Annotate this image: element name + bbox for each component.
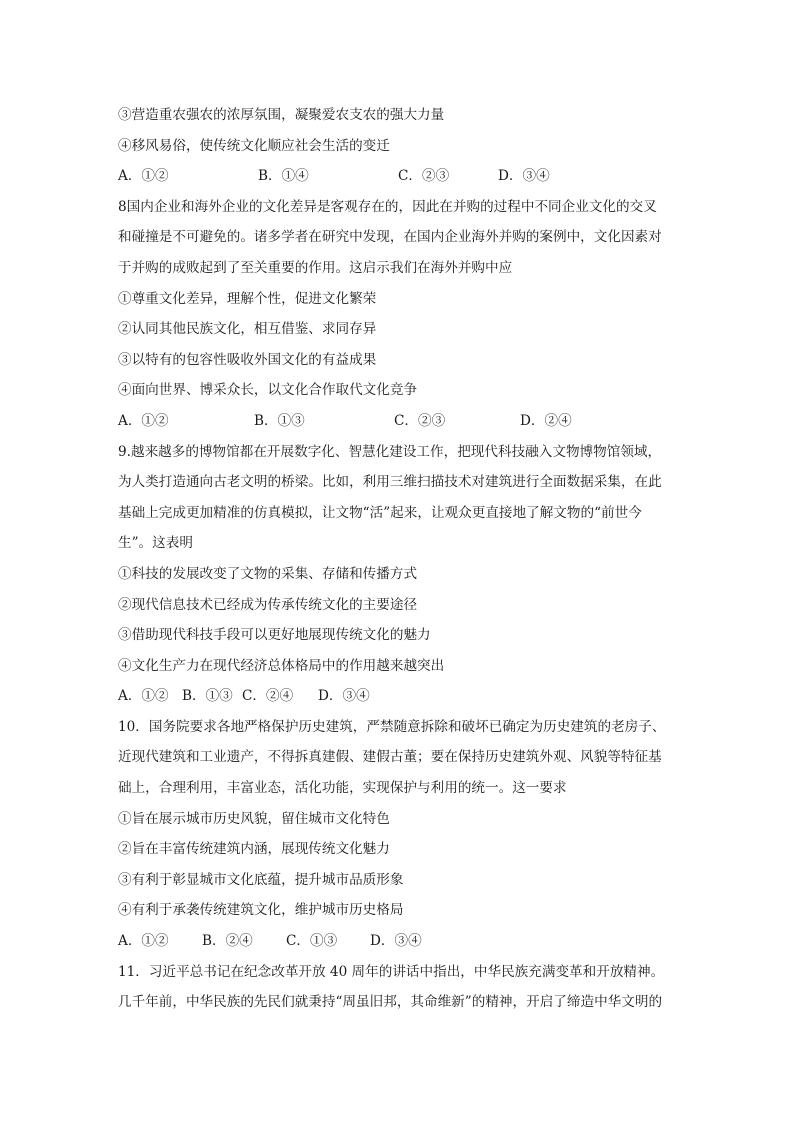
q10-options [118,926,678,957]
q8-options [118,406,678,437]
q11-stem-line-2: 几千年前，中华民族的先民们就秉持“周虽旧邦，其命维新”的精神，开启了缔造中华文明的 [118,994,663,1011]
q8-statement-3: ③以特有的包容性吸收外国文化的有益成果 [118,351,377,368]
q7-statement-3: ③营造重农强农的浓厚氛围，凝聚爱农支农的强大力量 [118,107,445,123]
q10-stem-line-1: 10．国务院要求各地严格保护历史建筑，严禁随意拆除和破坏已确定为历史建筑的老房子、 [118,718,666,735]
q9-option-d: D．③④ [318,688,370,705]
q7-option-d: D．③④ [498,168,550,185]
q9-statement-1: ①科技的发展改变了文物的采集、存储和传播方式 [118,565,418,582]
q11-stem-line-1: 11．习近平总书记在纪念改革开放 40 周年的讲话中指出，中华民族充满变革和开放精神。 [118,963,665,980]
q10-option-c: C．①③ [286,933,338,950]
q9-stem-line-1: 9.越来越多的博物馆都在开展数字化、智慧化建设工作，把现代科技融入文物博物馆领域， [118,443,662,460]
q9-statement-2: ②现代信息技术已经成为传承传统文化的主要途径 [118,596,418,613]
q7-option-a: A．①② [118,168,169,185]
document-page [118,100,678,1018]
q8-stem-line-3: 于并购的成败起到了至关重要的作用。这启示我们在海外并购中应 [118,259,513,276]
q8-statement-1: ①尊重文化差异，理解个性，促进文化繁荣 [118,290,377,307]
q9-option-c: C．②④ [242,688,294,705]
q8-option-c: C．②③ [394,412,446,429]
q9-stem-line-2: 为人类打造通向古老文明的桥梁。比如，利用三维扫描技术对建筑进行全面数据采集，在此 [118,474,662,491]
q10-stem-line-3: 础上，合理利用，丰富业态，活化功能，实现保护与利用的统一。这一要求 [118,780,567,797]
q10-stem-line-2: 近现代建筑和工业遗产，不得拆真建假、建假古董；要在保持历史建筑外观、风貌等特征基 [118,749,662,766]
q10-statement-1: ①旨在展示城市历史风貌，留住城市文化特色 [118,810,390,827]
q7-option-b: B．①④ [258,168,309,185]
q8-option-a: A．①② [118,412,169,429]
q9-statement-4: ④文化生产力在现代经济总体格局中的作用越来越突出 [118,657,445,674]
q8-stem-line-2: 和碰撞是不可避免的。诸多学者在研究中发现，在国内企业海外并购的案例中，文化因素对 [118,229,662,246]
q10-option-d: D．③④ [370,933,422,950]
q9-stem-line-3: 基础上完成更加精准的仿真模拟，让文物“活”起来，让观众更直接地了解文物的“前世今 [118,504,642,521]
q7-statement-4: ④移风易俗，使传统文化顺应社会生活的变迁 [118,137,390,154]
q8-statement-4: ④面向世界、博采众长，以文化合作取代文化竞争 [118,382,418,399]
q10-option-a: A．①② [118,933,169,950]
q7-option-c: C．②③ [398,168,450,185]
q8-option-d: D．②④ [520,412,572,429]
q9-options [118,681,678,712]
q10-statement-3: ③有利于彰显城市文化底蕴，提升城市品质形象 [118,871,404,888]
q7-options [118,161,678,192]
q10-option-b: B．②④ [202,933,253,950]
q9-option-a: A．①② [118,688,169,705]
q10-statement-4: ④有利于承袭传统建筑文化，维护城市历史格局 [118,902,404,919]
q9-statement-3: ③借助现代科技手段可以更好地展现传统文化的魅力 [118,627,431,644]
q8-option-b: B．①③ [254,412,305,429]
q9-stem-line-4: 生”。这表明 [118,535,193,552]
q8-statement-2: ②认同其他民族文化，相互借鉴、求同存异 [118,321,377,338]
q10-statement-2: ②旨在丰富传统建筑内涵，展现传统文化魅力 [118,841,390,858]
q8-stem-line-1: 8国内企业和海外企业的文化差异是客观存在的，因此在并购的过程中不同企业文化的交叉 [118,198,657,215]
q9-option-b: B．①③ [182,688,233,705]
